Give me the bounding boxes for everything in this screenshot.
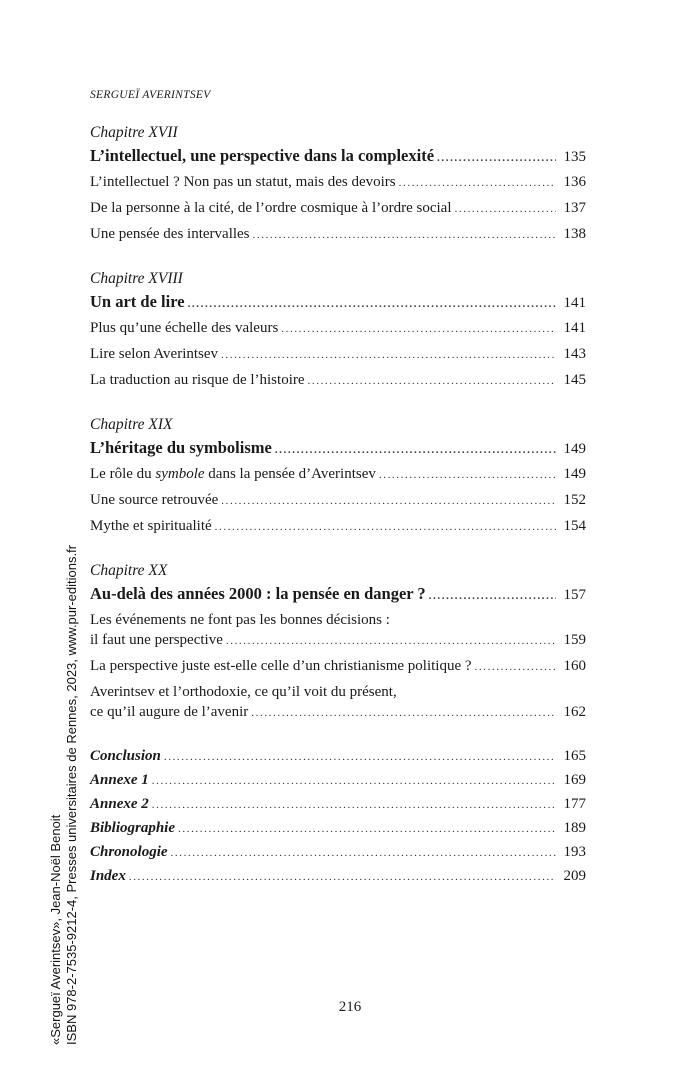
page-number: 141 [563, 320, 586, 336]
toc-backmatter-conclusion [90, 746, 586, 767]
dot-leader [437, 148, 556, 168]
page-number: 149 [563, 441, 586, 457]
entry-text: Une pensée des intervalles [90, 226, 250, 242]
dot-leader [281, 319, 556, 339]
entry-text: Plus qu’une échelle des valeurs [90, 320, 279, 336]
dot-leader [399, 173, 556, 193]
toc-entry [90, 224, 586, 245]
dot-leader [475, 657, 556, 677]
toc-backmatter-annexe-2 [90, 794, 586, 815]
toc-chapter-title [90, 292, 586, 314]
dot-leader [379, 465, 556, 485]
page-number: 145 [563, 372, 586, 388]
entry-text: La traduction au risque de l’histoire [90, 372, 305, 388]
toc-entry [90, 318, 586, 339]
toc-backmatter-chronologie [90, 842, 586, 863]
page-number: 154 [563, 518, 586, 534]
dot-leader [226, 631, 556, 651]
chapter-label: Chapitre XVII [90, 124, 178, 141]
chapter-title-text: Un art de lire [90, 292, 185, 311]
page-number: 136 [563, 174, 586, 190]
page-number: 159 [563, 632, 586, 648]
running-head: SERGUEÏ AVERINTSEV [90, 89, 211, 101]
entry-text-after: dans la pensée d’Averintsev [204, 466, 376, 482]
chapter-title-text: L’héritage du symbolisme [90, 438, 272, 457]
side-attribution-line-1: «Sergueï Averintsev», Jean-Noël Benoit [48, 814, 63, 1045]
dot-leader [251, 703, 556, 723]
entry-text-italic: symbole [155, 466, 205, 482]
entry-text: Conclusion [90, 748, 161, 764]
toc-entry [90, 630, 586, 651]
page-number: 209 [563, 868, 586, 884]
page-number: 149 [563, 466, 586, 482]
side-attribution-line-2: ISBN 978-2-7535-9212-4, Presses universitaires de Rennes, 2023, www.pur-editions.fr [64, 544, 79, 1045]
dot-leader [188, 294, 556, 314]
entry-text-before: Le rôle du [90, 466, 156, 482]
toc-entry-first-line: Les événements ne font pas les bonnes décisions : [90, 612, 390, 628]
page-number: 193 [563, 844, 586, 860]
page-number: 189 [563, 820, 586, 836]
entry-text: Lire selon Averintsev [90, 346, 219, 362]
entry-text: Une source retrouvée [90, 492, 219, 508]
dot-leader [164, 747, 556, 767]
page-number: 152 [563, 492, 586, 508]
page-number: 137 [563, 200, 586, 216]
entry-text: Mythe et spiritualité [90, 518, 212, 534]
toc-chapter-title [90, 584, 586, 606]
chapter-title-text: L’intellectuel, une perspective dans la complexité [90, 146, 435, 165]
page-number: 165 [563, 748, 586, 764]
entry-text: Chronologie [90, 844, 168, 860]
dot-leader [152, 771, 556, 791]
toc-backmatter-annexe-1 [90, 770, 586, 791]
toc-entry [90, 172, 586, 193]
dot-leader [275, 440, 556, 460]
toc-entry [90, 516, 586, 537]
page-number: 135 [563, 149, 586, 165]
toc-chapter-title [90, 438, 586, 460]
entry-text: L’intellectuel ? Non pas un statut, mais des devoirs [90, 174, 396, 190]
entry-text [90, 464, 376, 484]
page-number: 177 [563, 796, 586, 812]
toc-entry [90, 702, 586, 723]
dot-leader [152, 795, 556, 815]
chapter-label: Chapitre XIX [90, 416, 173, 433]
toc-entry [90, 490, 586, 511]
entry-text: Annexe 2 [90, 796, 149, 812]
entry-text: Index [90, 868, 126, 884]
dot-leader [455, 199, 556, 219]
toc-entry [90, 344, 586, 365]
entry-text: ce qu’il augure de l’avenir [90, 704, 249, 720]
page-number: 160 [563, 658, 586, 674]
toc-entry [90, 370, 586, 391]
entry-text: Bibliographie [90, 820, 176, 836]
dot-leader [308, 371, 556, 391]
chapter-label: Chapitre XX [90, 562, 168, 579]
entry-text: il faut une perspective [90, 632, 223, 648]
entry-text: Annexe 1 [90, 772, 149, 788]
folio-page-number: 216 [338, 999, 362, 1015]
page-number: 143 [563, 346, 586, 362]
toc-entry [90, 656, 586, 677]
chapter-label: Chapitre XVIII [90, 270, 183, 287]
toc-chapter-title [90, 146, 586, 168]
toc-entry [90, 464, 586, 485]
dot-leader [221, 491, 556, 511]
page-number: 169 [563, 772, 586, 788]
dot-leader [178, 819, 556, 839]
toc-backmatter-index [90, 866, 586, 887]
dot-leader [429, 586, 556, 606]
page-number: 162 [563, 704, 586, 720]
page-number: 138 [563, 226, 586, 242]
entry-text: De la personne à la cité, de l’ordre cosmique à l’ordre social [90, 200, 452, 216]
dot-leader [253, 225, 556, 245]
page-number: 157 [563, 587, 586, 603]
side-attribution [48, 545, 80, 1045]
page-number: 141 [563, 295, 586, 311]
dot-leader [129, 867, 556, 887]
toc-entry [90, 198, 586, 219]
dot-leader [221, 345, 556, 365]
toc-backmatter-bibliographie [90, 818, 586, 839]
toc-entry-first-line: Averintsev et l’orthodoxie, ce qu’il voit du présent, [90, 684, 397, 700]
dot-leader [171, 843, 556, 863]
entry-text: La perspective juste est-elle celle d’un christianisme politique ? [90, 658, 472, 674]
dot-leader [215, 517, 556, 537]
chapter-title-text: Au-delà des années 2000 : la pensée en danger ? [90, 584, 426, 603]
